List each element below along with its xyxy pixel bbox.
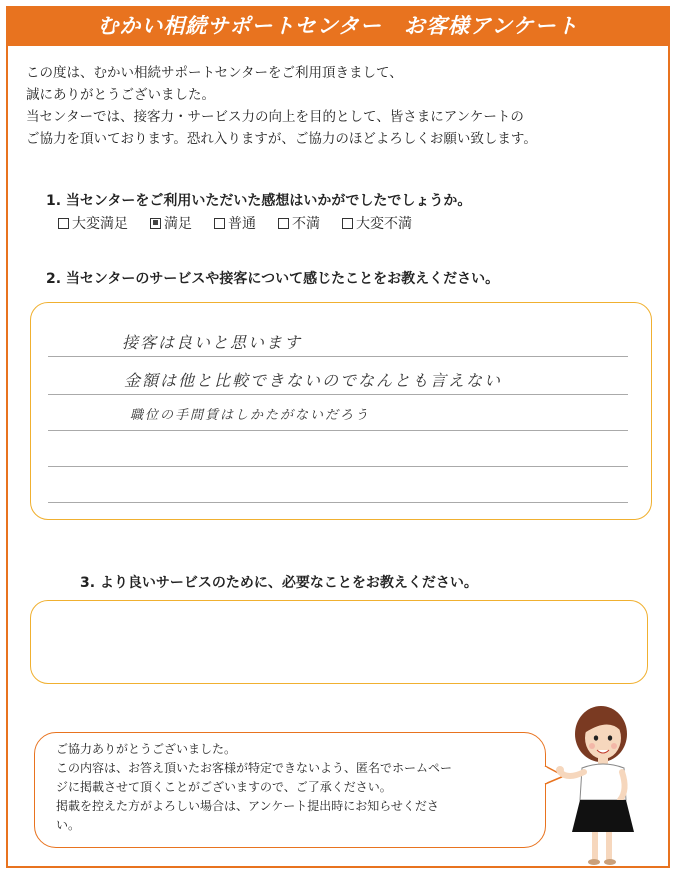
closing-line: い。 bbox=[56, 818, 81, 832]
handwritten-answer: 接客は良いと思います bbox=[122, 333, 303, 352]
ruled-line bbox=[48, 502, 628, 503]
checkbox[interactable] bbox=[278, 218, 289, 229]
intro-line: 当センターでは、接客力・サービス力の向上を目的として、皆さまにアンケートの bbox=[26, 109, 524, 125]
ruled-line bbox=[48, 466, 628, 467]
intro-line: 誠にありがとうございました。 bbox=[26, 87, 215, 103]
ruled-line bbox=[48, 394, 628, 395]
option-dissatisfied[interactable] bbox=[278, 213, 320, 233]
closing-text bbox=[56, 740, 516, 835]
option-label: 普通 bbox=[228, 216, 256, 232]
ruled-line bbox=[48, 430, 628, 431]
option-very-dissatisfied[interactable] bbox=[342, 213, 412, 233]
option-neutral[interactable] bbox=[214, 213, 256, 233]
option-satisfied[interactable] bbox=[150, 213, 192, 233]
checkbox[interactable] bbox=[214, 218, 225, 229]
question-1: 1. 当センターをご利用いただいた感想はいかがでしたでしょうか。 bbox=[46, 193, 472, 209]
checkbox[interactable] bbox=[58, 218, 69, 229]
ruled-line bbox=[48, 356, 628, 357]
answer-box-q3[interactable] bbox=[30, 600, 648, 684]
checkbox[interactable] bbox=[342, 218, 353, 229]
satisfaction-options bbox=[58, 213, 412, 233]
option-label: 不満 bbox=[292, 216, 320, 232]
closing-line: 掲載を控えた方がよろしい場合は、アンケート提出時にお知らせくださ bbox=[56, 799, 439, 813]
handwritten-answer: 金額は他と比較できないのでなんとも言えない bbox=[124, 371, 503, 390]
closing-line: ご協力ありがとうございました。 bbox=[56, 742, 237, 756]
option-label: 大変満足 bbox=[72, 216, 128, 232]
handwritten-answer: 職位の手間賃はしかたがないだろう bbox=[130, 408, 371, 423]
closing-line: ジに掲載させて頂くことがございますので、ご了承ください。 bbox=[56, 780, 392, 794]
checkbox-checked[interactable] bbox=[150, 218, 161, 229]
question-2: 2. 当センターのサービスや接客について感じたことをお教えください。 bbox=[46, 271, 500, 287]
intro-line: ご協力を頂いております。恐れ入りますが、ご協力のほどよろしくお願い致します。 bbox=[26, 131, 537, 147]
question-3: 3. より良いサービスのために、必要なことをお教えください。 bbox=[80, 575, 478, 591]
staff-illustration-icon bbox=[556, 700, 646, 868]
option-label: 満足 bbox=[164, 216, 192, 232]
intro-line: この度は、むかい相続サポートセンターをご利用頂きまして、 bbox=[26, 65, 403, 81]
page-title: むかい相続サポートセンター お客様アンケート bbox=[6, 6, 670, 46]
closing-line: この内容は、お答え頂いたお客様が特定できないよう、匿名でホームペー bbox=[56, 761, 453, 775]
option-very-satisfied[interactable] bbox=[58, 213, 128, 233]
option-label: 大変不満 bbox=[356, 216, 412, 232]
intro-text bbox=[26, 62, 646, 150]
